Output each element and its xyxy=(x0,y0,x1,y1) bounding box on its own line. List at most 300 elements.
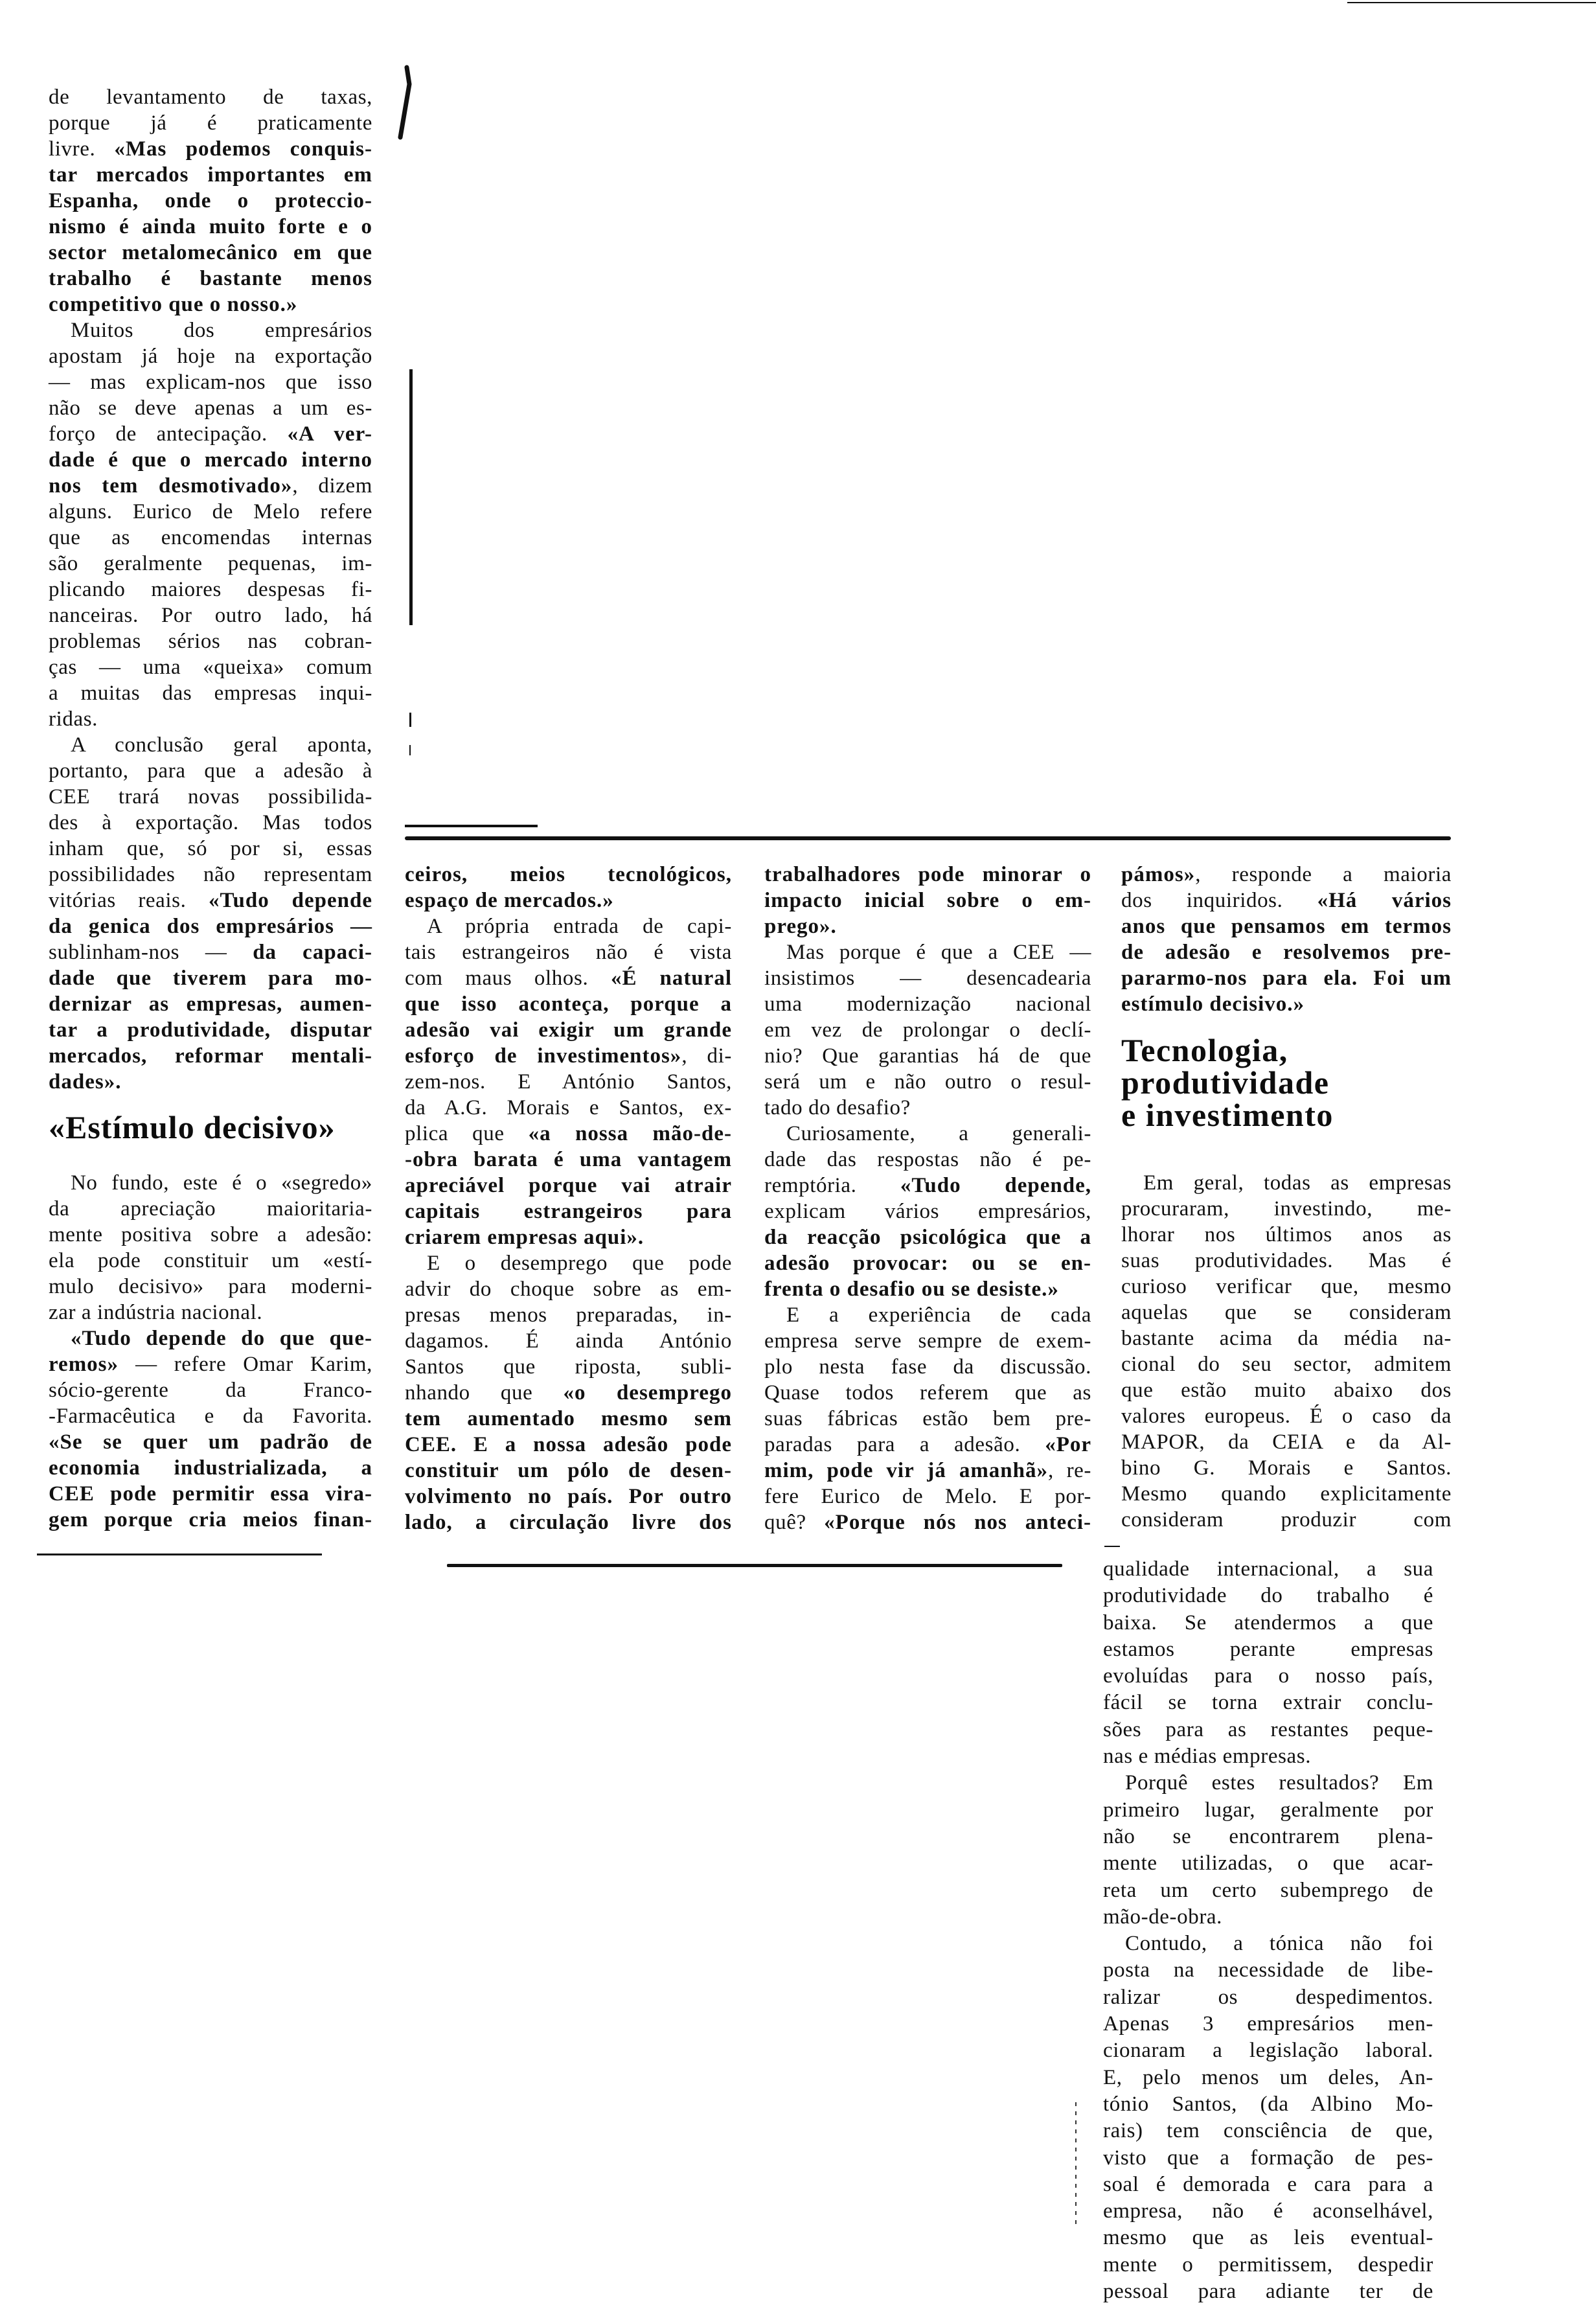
text-line xyxy=(49,421,372,447)
bold-text-run: apreciável porque vai atrair xyxy=(405,1174,732,1197)
text-line xyxy=(1121,1481,1452,1507)
text-line xyxy=(49,1170,372,1196)
text-run: insistimos — desencadearia xyxy=(764,967,1091,990)
text-line xyxy=(1121,1196,1452,1222)
text-run: Muitos dos empresários xyxy=(71,319,372,342)
paragraph xyxy=(49,1325,372,1533)
text-run: de levantamento de taxas, xyxy=(49,86,372,109)
text-line xyxy=(405,1458,732,1484)
text-line xyxy=(764,1380,1091,1406)
text-line xyxy=(405,965,732,991)
heading-line: produtividade xyxy=(1121,1064,1330,1101)
text-run: curioso verificar que, mesmo xyxy=(1121,1275,1452,1298)
text-run: E o desemprego que pode xyxy=(427,1252,732,1275)
paragraph xyxy=(405,862,732,913)
text-run: apostam já hoje na exportação xyxy=(49,345,372,368)
section-heading-tecnologia xyxy=(1121,1034,1334,1131)
text-line xyxy=(49,1481,372,1507)
bold-text-run: economia industrializada, a xyxy=(49,1456,372,1480)
text-line xyxy=(49,1043,372,1069)
text-run: ças — uma «queixa» comum xyxy=(49,656,372,679)
text-run: mulo decisivo» para moderni- xyxy=(49,1275,372,1298)
text-line xyxy=(405,1173,732,1198)
bold-text-run: dade que tiverem para mo- xyxy=(49,967,372,990)
text-run: fácil se torna extrair conclu- xyxy=(1103,1691,1433,1715)
bold-text-run: frenta o desafio ou se desiste.» xyxy=(764,1278,1059,1301)
bold-text-run: dade é que o mercado interno xyxy=(49,448,372,472)
bold-text-run: criarem empresas aqui». xyxy=(405,1226,644,1249)
text-line xyxy=(49,862,372,888)
text-run: MAPOR, da CEIA e da Al- xyxy=(1121,1430,1452,1454)
text-line xyxy=(1103,1957,1433,1984)
text-line xyxy=(764,1509,1091,1535)
text-line xyxy=(764,888,1091,913)
text-run: , responde a maioria xyxy=(1195,863,1452,886)
text-line xyxy=(405,1017,732,1043)
text-line xyxy=(49,1196,372,1222)
text-line xyxy=(1103,2118,1433,2144)
text-run: livre. xyxy=(49,137,115,161)
text-run: mesmo que as leis eventual- xyxy=(1103,2226,1433,2250)
text-line xyxy=(49,343,372,369)
text-line xyxy=(49,1248,372,1274)
text-run: uma modernização nacional xyxy=(764,992,1091,1016)
text-line xyxy=(405,1302,732,1328)
paragraph xyxy=(405,913,732,1250)
text-run: são geralmente pequenas, im- xyxy=(49,552,372,575)
text-line xyxy=(1103,2091,1433,2118)
text-run: advir do choque sobre as em- xyxy=(405,1278,732,1301)
text-line xyxy=(49,369,372,395)
text-line xyxy=(1121,1222,1452,1248)
text-line xyxy=(1103,1610,1433,1636)
text-run: empresa, não é aconselhável, xyxy=(1103,2199,1433,2223)
text-line xyxy=(1103,1797,1433,1824)
text-run: nanceiras. Por outro lado, há xyxy=(49,604,372,627)
text-run: empresa serve sempre de exem- xyxy=(764,1329,1091,1353)
bold-text-run: capitais estrangeiros para xyxy=(405,1200,732,1223)
text-line xyxy=(405,1432,732,1458)
vertical-rule-fragment xyxy=(409,713,411,727)
text-run: que estão muito abaixo dos xyxy=(1121,1379,1452,1402)
bold-text-run: «É natural xyxy=(610,967,732,990)
text-run: inham que, só por si, essas xyxy=(49,837,372,860)
text-line xyxy=(405,1121,732,1147)
text-run: mão-de-obra. xyxy=(1103,1905,1223,1929)
text-line xyxy=(405,1354,732,1380)
text-line xyxy=(49,317,372,343)
text-run: será um e não outro o resul- xyxy=(764,1070,1091,1094)
bold-text-run: «Tudo depende do que que- xyxy=(71,1327,372,1350)
text-line xyxy=(49,888,372,913)
bold-text-run: esforço de investimentos» xyxy=(405,1044,682,1068)
text-run: zar a indústria nacional. xyxy=(49,1301,263,1324)
bold-text-run: anos que pensamos em termos xyxy=(1121,915,1452,938)
paragraph xyxy=(764,1121,1091,1302)
text-line xyxy=(764,1069,1091,1095)
text-run: possibilidades não representam xyxy=(49,863,372,886)
text-run: Mas porque é que a CEE — xyxy=(786,941,1091,964)
text-run: A própria entrada de capi- xyxy=(427,915,732,938)
text-run: mente utilizadas, o que acar- xyxy=(1103,1852,1433,1875)
bold-text-run: lado, a circulação livre dos xyxy=(405,1511,732,1534)
bold-text-run: tar a produtividade, disputar xyxy=(49,1018,372,1042)
text-run: em vez de prolongar o declí- xyxy=(764,1018,1091,1042)
text-line xyxy=(1121,1507,1452,1533)
text-run: bino G. Morais e Santos. xyxy=(1121,1456,1452,1480)
bold-text-run: volvimento no país. Por outro xyxy=(405,1485,732,1508)
text-line xyxy=(764,1302,1091,1328)
text-line xyxy=(764,1276,1091,1302)
text-line xyxy=(764,1354,1091,1380)
text-line xyxy=(49,602,372,628)
column-b xyxy=(405,862,732,1535)
column-d-top xyxy=(1121,862,1452,1017)
text-line xyxy=(1121,1403,1452,1429)
text-line xyxy=(1103,2037,1433,2064)
bold-text-run: tem aumentado mesmo sem xyxy=(405,1407,732,1430)
bold-text-run: pararmo-nos para ela. Foi um xyxy=(1121,967,1452,990)
text-run: forço de antecipação. xyxy=(49,422,288,446)
text-line xyxy=(1103,2145,1433,2172)
bold-text-run: mim, pode vir já amanhã» xyxy=(764,1459,1049,1482)
text-line xyxy=(49,680,372,706)
text-line xyxy=(49,654,372,680)
text-line xyxy=(49,162,372,188)
paragraph xyxy=(1103,1770,1433,1931)
paragraph xyxy=(49,84,372,317)
text-line xyxy=(49,1017,372,1043)
text-line xyxy=(1103,2172,1433,2198)
bold-text-run: nismo é ainda muito forte e o xyxy=(49,215,372,238)
text-line xyxy=(405,1069,732,1095)
text-line xyxy=(1103,2278,1433,2305)
bold-text-run: espaço de mercados.» xyxy=(405,889,614,912)
text-run: — mas explicam-nos que isso xyxy=(49,371,372,394)
text-run: mente o permitissem, despedir xyxy=(1103,2253,1433,2276)
text-line xyxy=(1103,2225,1433,2251)
text-line xyxy=(764,1328,1091,1354)
text-line xyxy=(49,1403,372,1429)
bold-text-run: «o desemprego xyxy=(563,1381,732,1405)
text-line xyxy=(49,628,372,654)
text-line xyxy=(49,499,372,525)
text-line xyxy=(49,266,372,292)
text-run: sublinham-nos — xyxy=(49,941,253,964)
text-line xyxy=(764,1224,1091,1250)
text-run: ela pode constituir um «estí- xyxy=(49,1249,372,1272)
text-line xyxy=(49,473,372,499)
text-line xyxy=(49,1507,372,1533)
text-line xyxy=(49,1455,372,1481)
paragraph xyxy=(405,1250,732,1535)
text-run: ridas. xyxy=(49,707,98,731)
text-run: explicam vários empresários, xyxy=(764,1200,1091,1223)
text-line xyxy=(1103,1904,1433,1931)
text-run: plicando maiores despesas fi- xyxy=(49,578,372,601)
text-line xyxy=(49,939,372,965)
text-line xyxy=(405,1380,732,1406)
text-line xyxy=(405,1198,732,1224)
paragraph xyxy=(49,732,372,1095)
text-line xyxy=(49,810,372,836)
text-line xyxy=(1121,939,1452,965)
margin-slash-mark xyxy=(387,65,420,143)
text-line xyxy=(49,577,372,602)
text-run: Porquê estes resultados? Em xyxy=(1125,1771,1433,1795)
bold-text-run: trabalhadores pode minorar o xyxy=(764,863,1091,886)
text-line xyxy=(49,784,372,810)
bold-text-run: da capaci- xyxy=(253,941,372,964)
text-run: cionaram a legislação laboral. xyxy=(1103,2039,1433,2063)
text-run: porque já é praticamente xyxy=(49,111,372,135)
text-line xyxy=(405,1484,732,1509)
text-run: No fundo, este é o «segredo» xyxy=(71,1171,372,1195)
text-line xyxy=(49,525,372,551)
text-run: fere Eurico de Melo. E por- xyxy=(764,1485,1091,1508)
text-run: CEE trará novas possibilida- xyxy=(49,785,372,808)
text-line xyxy=(1121,1248,1452,1274)
text-run: baixa. Se atendermos a que xyxy=(1103,1611,1433,1634)
text-line xyxy=(1103,1636,1433,1663)
text-run: plica que xyxy=(405,1122,529,1145)
text-run: Quase todos referem que as xyxy=(764,1381,1091,1405)
text-line xyxy=(1103,1770,1433,1796)
text-run: primeiro lugar, geralmente por xyxy=(1103,1798,1433,1822)
section-rule-thick xyxy=(405,836,1451,840)
bold-text-run: «Por xyxy=(1045,1433,1091,1456)
text-run: Curiosamente, a generali- xyxy=(786,1122,1091,1145)
text-run: portanto, para que a adesão à xyxy=(49,759,372,783)
text-line xyxy=(1121,1351,1452,1377)
bold-text-run: «Mas podemos conquis- xyxy=(114,137,372,161)
text-run: reta um certo subemprego de xyxy=(1103,1878,1433,1902)
bold-text-run: mercados, reformar mentali- xyxy=(49,1044,372,1068)
text-line xyxy=(764,862,1091,888)
text-line xyxy=(1121,888,1452,913)
bold-text-run: estímulo decisivo.» xyxy=(1121,992,1305,1016)
text-run: alguns. Eurico de Melo refere xyxy=(49,500,372,523)
text-line xyxy=(405,862,732,888)
text-run: nio? Que garantias há de que xyxy=(764,1044,1091,1068)
column-bc-end-rule xyxy=(447,1564,1062,1567)
text-run: problemas sérios nas cobran- xyxy=(49,630,372,653)
text-run: qualidade internacional, a sua xyxy=(1103,1557,1433,1581)
column-a-bottom xyxy=(49,1170,372,1533)
text-line xyxy=(49,395,372,421)
text-line xyxy=(405,1095,732,1121)
text-run: mente positiva sobre a adesão: xyxy=(49,1223,372,1246)
text-line xyxy=(405,1224,732,1250)
text-line xyxy=(49,706,372,732)
text-run: sões para as restantes peque- xyxy=(1103,1717,1433,1741)
bold-text-run: «Há vários xyxy=(1317,889,1452,912)
text-line xyxy=(1103,2252,1433,2278)
bold-text-run: gem porque cria meios finan- xyxy=(49,1508,372,1531)
bold-text-run: remos» xyxy=(49,1353,119,1376)
text-run: produtividade do trabalho é xyxy=(1103,1584,1433,1608)
bold-text-run: CEE pode permitir essa vira- xyxy=(49,1482,372,1506)
top-right-rule xyxy=(1347,2,1596,3)
text-run: Em geral, todas as empresas xyxy=(1143,1171,1452,1195)
text-line xyxy=(1121,1274,1452,1300)
text-run: remptória. xyxy=(764,1174,900,1197)
bold-text-run: -obra barata é uma vantagem xyxy=(405,1148,732,1171)
paragraph xyxy=(49,1170,372,1325)
bold-text-run: pámos» xyxy=(1121,863,1196,886)
text-run: da A.G. Morais e Santos, ex- xyxy=(405,1096,732,1119)
heading-line: e investimento xyxy=(1121,1097,1334,1133)
text-line xyxy=(1103,1931,1433,1957)
column-a-end-rule xyxy=(37,1554,322,1555)
bold-text-run: «Se se quer um padrão de xyxy=(49,1430,372,1454)
text-line xyxy=(764,1017,1091,1043)
text-run: Apenas 3 empresários men- xyxy=(1103,2012,1433,2036)
text-line xyxy=(1103,2198,1433,2225)
text-line xyxy=(49,991,372,1017)
bold-text-run: «A ver- xyxy=(287,422,372,446)
text-line xyxy=(1121,1325,1452,1351)
text-run: cional do seu sector, admitem xyxy=(1121,1353,1452,1376)
section-heading-estimulo-decisivo: «Estímulo decisivo» xyxy=(49,1109,336,1145)
text-run: A conclusão geral aponta, xyxy=(71,733,372,757)
text-run: suas fábricas estão bem pre- xyxy=(764,1407,1091,1430)
text-run: não se encontrarem plena- xyxy=(1103,1824,1433,1848)
text-run: vitórias reais. xyxy=(49,889,209,912)
bold-text-run: adesão provocar: ou se en- xyxy=(764,1252,1091,1275)
text-run: Mesmo quando explicitamente xyxy=(1121,1482,1452,1506)
text-line xyxy=(1121,862,1452,888)
text-run: dagamos. É ainda António xyxy=(405,1329,732,1353)
text-line xyxy=(49,1377,372,1403)
text-run: sócio-gerente da Franco- xyxy=(49,1379,372,1402)
text-run: dos inquiridos. xyxy=(1121,889,1317,912)
text-run: paradas para a adesão. xyxy=(764,1433,1045,1456)
text-line xyxy=(764,1147,1091,1173)
text-run: -Farmacêutica e da Favorita. xyxy=(49,1405,372,1428)
bold-text-run: da genica dos empresários — xyxy=(49,915,372,938)
paragraph xyxy=(764,862,1091,939)
text-line xyxy=(49,1429,372,1455)
text-line xyxy=(49,240,372,266)
text-run: , re- xyxy=(1048,1459,1091,1482)
paragraph xyxy=(764,1302,1091,1535)
text-line xyxy=(764,965,1091,991)
text-run: E, pelo menos um deles, An- xyxy=(1103,2065,1433,2089)
bold-text-run: CEE. E a nossa adesão pode xyxy=(405,1433,732,1456)
text-line xyxy=(49,1222,372,1248)
text-run: não se deve apenas a um es- xyxy=(49,396,372,420)
text-run: ralizar os despedimentos. xyxy=(1103,1985,1433,2009)
text-run: E a experiência de cada xyxy=(786,1303,1091,1327)
column-a-top xyxy=(49,84,372,1095)
text-line xyxy=(764,913,1091,939)
text-line xyxy=(1121,1455,1452,1481)
section-rule-thin xyxy=(405,825,538,827)
text-line xyxy=(49,447,372,473)
text-line xyxy=(405,1250,732,1276)
bold-text-run: dades». xyxy=(49,1070,122,1094)
text-line xyxy=(1103,1717,1433,1743)
text-line xyxy=(405,1276,732,1302)
text-run: a muitas das empresas inqui- xyxy=(49,682,372,705)
text-run: da apreciação maioritaria- xyxy=(49,1197,372,1221)
text-run: com maus olhos. xyxy=(405,967,611,990)
text-line xyxy=(1103,1850,1433,1877)
text-line xyxy=(1103,1556,1433,1583)
text-run: pessoal para adiante ter de xyxy=(1103,2280,1433,2304)
text-run: — refere Omar Karim, xyxy=(119,1353,372,1376)
text-line xyxy=(405,1328,732,1354)
text-line xyxy=(49,188,372,214)
text-line xyxy=(764,1121,1091,1147)
text-line xyxy=(764,1173,1091,1198)
text-line xyxy=(1103,1743,1433,1770)
text-line xyxy=(49,110,372,136)
text-line xyxy=(1103,1984,1433,2011)
text-run: Contudo, a tónica não foi xyxy=(1125,1932,1433,1956)
text-line xyxy=(405,991,732,1017)
scan-mark xyxy=(1075,2102,1077,2225)
text-run: que as encomendas internas xyxy=(49,526,372,549)
text-line xyxy=(49,551,372,577)
text-line xyxy=(49,292,372,317)
bold-text-run: ceiros, meios tecnológicos, xyxy=(405,863,732,886)
text-line xyxy=(1121,991,1452,1017)
text-line xyxy=(49,1069,372,1095)
bold-text-run: «Tudo depende xyxy=(209,889,372,912)
bold-text-run: impacto inicial sobre o em- xyxy=(764,889,1091,912)
text-line xyxy=(1103,1663,1433,1690)
text-line xyxy=(49,1274,372,1300)
text-run: , dizem xyxy=(292,474,372,498)
bold-text-run: competitivo que o nosso.» xyxy=(49,293,298,316)
text-run: dade das respostas não é pe- xyxy=(764,1148,1091,1171)
text-line xyxy=(405,888,732,913)
text-line xyxy=(405,1509,732,1535)
text-run: nas e médias empresas. xyxy=(1103,1745,1312,1769)
text-line xyxy=(1103,1690,1433,1716)
text-line xyxy=(764,1484,1091,1509)
text-line xyxy=(49,84,372,110)
bold-text-run: dernizar as empresas, aumen- xyxy=(49,992,372,1016)
vertical-rule-fragment xyxy=(409,745,411,755)
text-line xyxy=(764,1250,1091,1276)
text-run: nhando que xyxy=(405,1381,564,1405)
text-line xyxy=(1121,1170,1452,1196)
bold-text-run: «a nossa mão-de- xyxy=(528,1122,732,1145)
text-run: valores europeus. É o caso da xyxy=(1121,1405,1452,1428)
bold-text-run: da reacção psicológica que a xyxy=(764,1226,1091,1249)
text-line xyxy=(49,836,372,862)
text-run: evoluídas para o nosso país, xyxy=(1103,1664,1433,1688)
bold-text-run: que isso aconteça, porque a xyxy=(405,992,732,1016)
text-line xyxy=(49,913,372,939)
bold-text-run: prego». xyxy=(764,915,837,938)
text-line xyxy=(764,1432,1091,1458)
text-line xyxy=(1103,1877,1433,1904)
text-line xyxy=(49,1351,372,1377)
text-run: visto que a formação de pes- xyxy=(1103,2146,1433,2170)
text-line xyxy=(1121,1429,1452,1455)
bold-text-run: trabalho é bastante menos xyxy=(49,267,372,290)
text-run: tado do desafio? xyxy=(764,1096,911,1119)
text-run: plo nesta fase da discussão. xyxy=(764,1355,1091,1379)
text-run: estamos perante empresas xyxy=(1103,1637,1433,1661)
text-run: quê? xyxy=(764,1511,825,1534)
text-line xyxy=(1103,2065,1433,2091)
text-run: , di- xyxy=(681,1044,732,1068)
